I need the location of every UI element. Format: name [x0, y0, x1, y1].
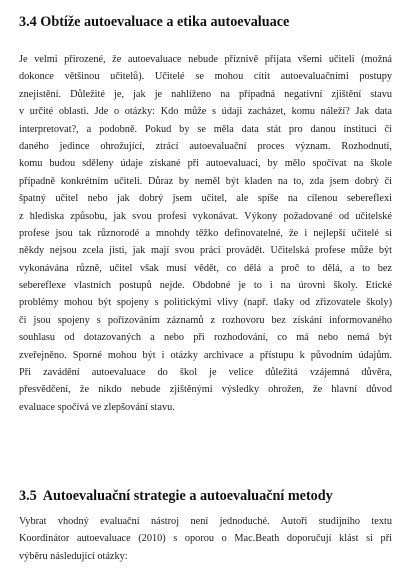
text-line: souhlasu od dotazovaných a nebo při rozhodování, co má nebo nemá být: [19, 332, 392, 344]
text-line: Koordinátor autoevaluace (2010) s oporou o Mac.Beath doporučují klást si při: [19, 533, 392, 545]
text-line: výběru následující otázky:: [19, 550, 128, 562]
text-line: znejistění. Důležité je, jak je nahlíženo na případná negativní zjištění stavu: [19, 88, 392, 100]
text-line: Je velmi přirozené, že autoevaluace nebude příznivě přijata všemi učiteli (možná: [19, 54, 392, 65]
text-line: profese jsou tak různorodé a mnohdy těžko definovatelné, že i nejlepší učitelé si: [19, 227, 392, 239]
text-line: přesvědčení, že nikdo nebude zjištěnými výsledky ohrožen, že hlavní důvod: [19, 384, 392, 396]
text-line: evaluace spočívá ve zlepšování stavu.: [19, 401, 175, 413]
section-3-5-paragraph: [19, 513, 392, 565]
text-line: problémy mohou být spojeny s politickými vlivy (např. tlaky od zřizovatele školy): [19, 297, 392, 309]
text-line: sebereflexe vlastních postupů nejde. Obdobné je to i na úrovni školy. Etické: [19, 280, 392, 292]
text-line: Vybrat vhodný evaluační nástroj není jednoduché. Autoři studijního textu: [19, 516, 392, 527]
text-line: někdy nejsou zcela jisti, jak mají svou práci provádět. Učitelská profese může být: [19, 245, 392, 257]
text-line: vykonávána různě, učitel však musí vědět, co dělá a proč to dělá, a to bez: [19, 262, 392, 274]
text-line: daného jedince ohrožující, ztrácí autoevaluační proces význam. Rozhodnutí,: [19, 140, 392, 152]
section-title: Autoevaluační strategie a autoevaluační metody: [42, 488, 333, 504]
text-line: zveřejněno. Sporné mohou být i otázky archivace a přístupu k původním údajům.: [19, 349, 392, 361]
text-line: Při zavádění autoevaluace do škol je velice důležitá vzájemná důvěra,: [19, 367, 392, 379]
text-line: špatný učitel nebo jak dobrý jsem učitel, ale spíše na cílenou sebereflexi: [19, 193, 392, 205]
section-heading-3-4: 3.4 Obtíže autoevaluace a etika autoevaluace: [19, 14, 290, 30]
text-line: interpretovat?, a podobně. Pokud by se měla data stát pro danou instituci či: [19, 123, 392, 135]
text-line: z hlediska způsobu, jak svou profesi vykonávat. Výkony požadované od učitelské: [19, 210, 392, 222]
section-number: 3.5: [19, 488, 37, 504]
section-3-4-paragraph: [19, 51, 392, 416]
text-line: případně konkrétním učiteli. Důraz by neměl být kladen na to, zda jsem dobrý či: [19, 175, 392, 187]
text-line: v určité oblasti. Jde o otázky: Kdo může s údaji zacházet, komu náleží? Jak data: [19, 106, 392, 118]
text-line: dokonce většinou učitelů). Učitelé se mohou cítit autoevaluačními postupy: [19, 71, 392, 83]
section-heading-3-5: [19, 488, 333, 505]
text-line: komu budou sděleny údaje získané při autoevaluaci, by mělo spočívat na škole: [19, 158, 392, 170]
text-line: či jsou spojeny s pořizováním záznamů z rozhovoru bez získání informovaného: [19, 314, 392, 326]
